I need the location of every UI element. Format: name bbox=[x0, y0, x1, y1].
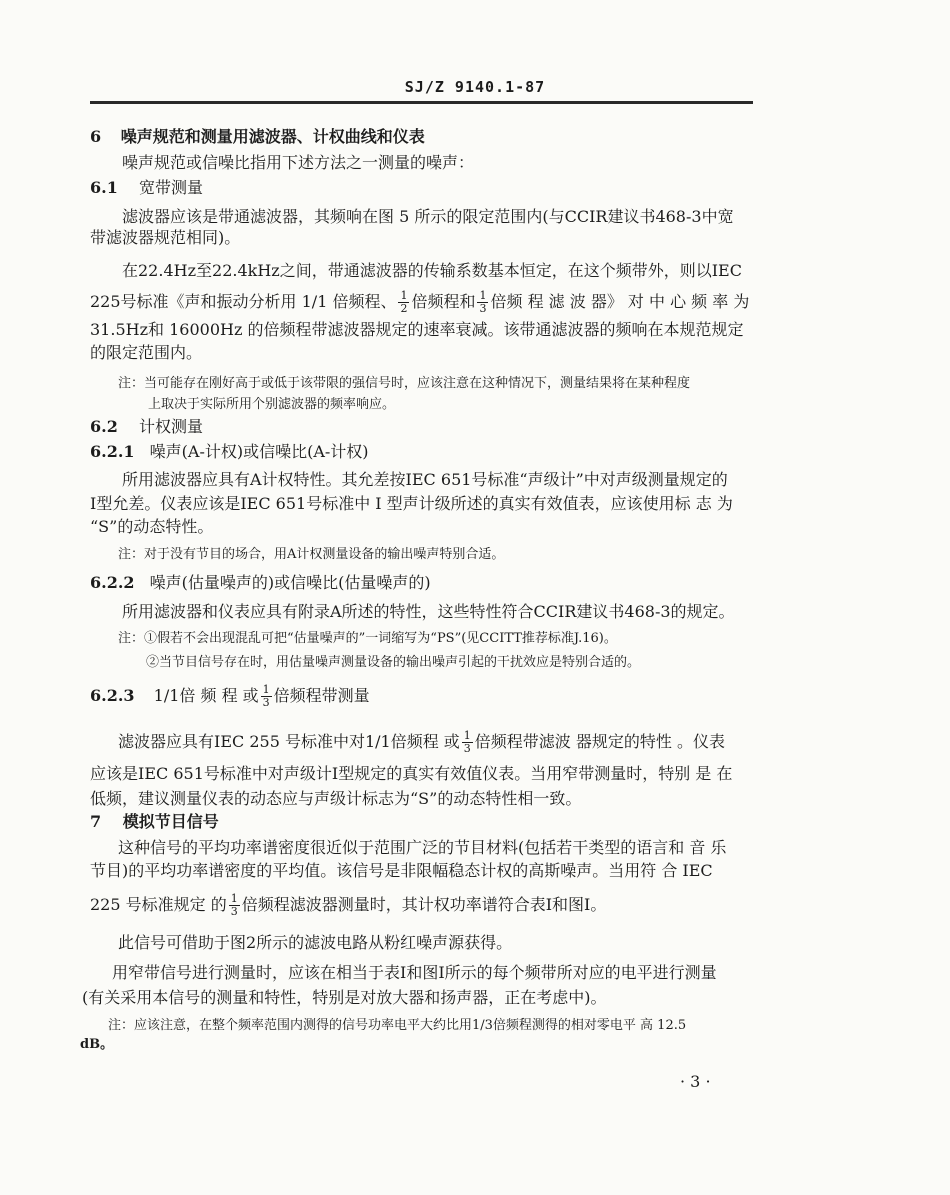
fraction-one-half bbox=[398, 290, 409, 315]
paragraph-line: 用窄带信号进行测量时，应该在相当于表I和图I所示的每个频带所对应的电平进行测量 bbox=[112, 963, 717, 982]
note-line: 注：当可能存在刚好高于或低于该带限的强信号时，应该注意在这种情况下，测量结果将在某种程度 bbox=[118, 376, 691, 391]
section-title: 倍频程带测量 bbox=[273, 686, 370, 705]
text-run: 225号标准《声和振动分析用 1/1 倍频程、 bbox=[90, 292, 397, 311]
paragraph-line: 这种信号的平均功率谱密度很近似于范围广泛的节目材料(包括若干类型的语言和 音 乐 bbox=[118, 838, 727, 857]
paragraph-line: 31.5Hz和 16000Hz 的倍频程带滤波器规定的速率衰减。该带通滤波器的频响在本规范规定 bbox=[90, 320, 744, 339]
section-title: 计权测量 bbox=[138, 417, 203, 436]
note-line: dB。 bbox=[80, 1037, 114, 1052]
fraction-denominator: 3 bbox=[479, 302, 487, 315]
note-line: ②当节目信号存在时，用估量噪声测量设备的输出噪声引起的干扰效应是特别合适的。 bbox=[146, 655, 641, 670]
section-number: 6.2.2 bbox=[90, 573, 135, 592]
fraction-numerator: 1 bbox=[230, 892, 238, 905]
section-title: 噪声规范和测量用滤波器、计权曲线和仪表 bbox=[120, 127, 425, 146]
paragraph-line: 此信号可借助于图2所示的滤波电路从粉红噪声源获得。 bbox=[118, 933, 513, 952]
fraction-denominator: 2 bbox=[400, 302, 408, 315]
section-title: 1/1倍 频 程 或 bbox=[153, 686, 259, 705]
section-6-intro: 噪声规范或信噪比指用下述方法之一测量的噪声： bbox=[122, 153, 475, 172]
paragraph-line: 滤波器应该是带通滤波器，其频响在图 5 所示的限定范围内(与CCIR建议书468-3中宽 bbox=[122, 207, 734, 226]
section-number: 6 bbox=[90, 127, 102, 146]
fraction-one-third bbox=[462, 730, 473, 755]
section-number: 6.2 bbox=[90, 417, 118, 436]
fraction-numerator: 1 bbox=[479, 289, 487, 302]
fraction-one-third bbox=[477, 290, 488, 315]
section-7-heading bbox=[90, 812, 219, 832]
fraction-denominator: 3 bbox=[463, 742, 471, 755]
section-title: 噪声(A-计权)或信噪比(A-计权) bbox=[149, 442, 369, 461]
text-run: 倍频 程 滤 波 器》 对 中 心 频 率 为 bbox=[490, 292, 750, 311]
paragraph-line: 应该是IEC 651号标准中对声级计I型规定的真实有效值仪表。当用窄带测量时，特别 是 在 bbox=[90, 764, 733, 783]
section-6-1-heading bbox=[90, 178, 203, 198]
fraction-denominator: 3 bbox=[230, 905, 238, 918]
note-line: 注：①假若不会出现混乱可把“估量噪声的”一词缩写为“PS”(见CCITT推荐标准J.16)。 bbox=[118, 631, 617, 646]
fraction-one-third bbox=[261, 684, 272, 709]
paragraph-line: 低频，建议测量仪表的动态应与声级计标志为“S”的动态特性相一致。 bbox=[90, 789, 582, 808]
paragraph-line: 在22.4Hz至22.4kHz之间，带通滤波器的传输系数基本恒定，在这个频带外，则以IEC bbox=[122, 261, 742, 280]
section-number: 6.2.3 bbox=[90, 686, 135, 705]
section-number: 7 bbox=[90, 812, 102, 831]
paragraph-line: 节目)的平均功率谱密度的平均值。该信号是非限幅稳态计权的高斯噪声。当用符 合 IEC bbox=[90, 861, 713, 880]
section-number: 6.1 bbox=[90, 178, 118, 197]
fraction-denominator: 3 bbox=[262, 696, 270, 709]
text-run: 倍频程带滤波 器规定的特性 。仪表 bbox=[474, 732, 725, 751]
note-line: 注：应该注意，在整个频率范围内测得的信号功率电平大约比用1/3倍频程测得的相对零电平 高 12.5 bbox=[108, 1018, 687, 1033]
paragraph-line: I型允差。仪表应该是IEC 651号标准中 I 型声计级所述的真实有效值表，应该使用标 志 为 bbox=[90, 494, 733, 513]
text-run: 倍频程和 bbox=[411, 292, 476, 311]
fraction-numerator: 1 bbox=[463, 729, 471, 742]
page-number: · 3 · bbox=[680, 1072, 711, 1091]
section-6-2-2-heading bbox=[90, 573, 431, 593]
text-run: 倍频程滤波器测量时，其计权功率谱符合表I和图I。 bbox=[241, 895, 607, 914]
section-6-heading bbox=[90, 127, 425, 147]
paragraph-line: 所用滤波器应具有A计权特性。其允差按IEC 651号标准“声级计”中对声级测量规定的 bbox=[122, 470, 728, 489]
section-title: 宽带测量 bbox=[138, 178, 203, 197]
section-number: 6.2.1 bbox=[90, 442, 135, 461]
fraction-numerator: 1 bbox=[262, 683, 270, 696]
section-6-2-heading bbox=[90, 417, 203, 437]
text-run: 滤波器应具有IEC 255 号标准中对1/1倍频程 或 bbox=[118, 732, 460, 751]
section-title: 模拟节目信号 bbox=[122, 812, 219, 831]
paragraph-line-with-fractions bbox=[90, 290, 749, 315]
header-rule bbox=[90, 101, 753, 104]
section-6-2-1-heading bbox=[90, 442, 369, 462]
document-number: SJ/Z 9140.1-87 bbox=[404, 78, 546, 96]
paragraph-line: 带滤波器规范相同)。 bbox=[90, 228, 241, 247]
section-6-2-3-heading bbox=[90, 684, 370, 709]
note-line: 注：对于没有节目的场合，用A计权测量设备的输出噪声特别合适。 bbox=[118, 547, 505, 562]
paragraph-line: 所用滤波器和仪表应具有附录A所述的特性，这些特性符合CCIR建议书468-3的规定。 bbox=[122, 602, 735, 621]
fraction-one-third bbox=[229, 893, 240, 918]
paragraph-line-with-fraction bbox=[90, 893, 606, 918]
paragraph-line-with-fraction bbox=[118, 730, 725, 755]
text-run: 225 号标准规定 的 bbox=[90, 895, 227, 914]
paragraph-line: 的限定范围内。 bbox=[90, 343, 203, 362]
fraction-numerator: 1 bbox=[400, 289, 408, 302]
paragraph-line: “S”的动态特性。 bbox=[90, 517, 214, 536]
section-title: 噪声(估量噪声的)或信噪比(估量噪声的) bbox=[149, 573, 431, 592]
paragraph-line: (有关采用本信号的测量和特性，特别是对放大器和扬声器，正在考虑中)。 bbox=[82, 988, 607, 1007]
note-line: 上取决于实际所用个别滤波器的频率响应。 bbox=[148, 397, 396, 412]
